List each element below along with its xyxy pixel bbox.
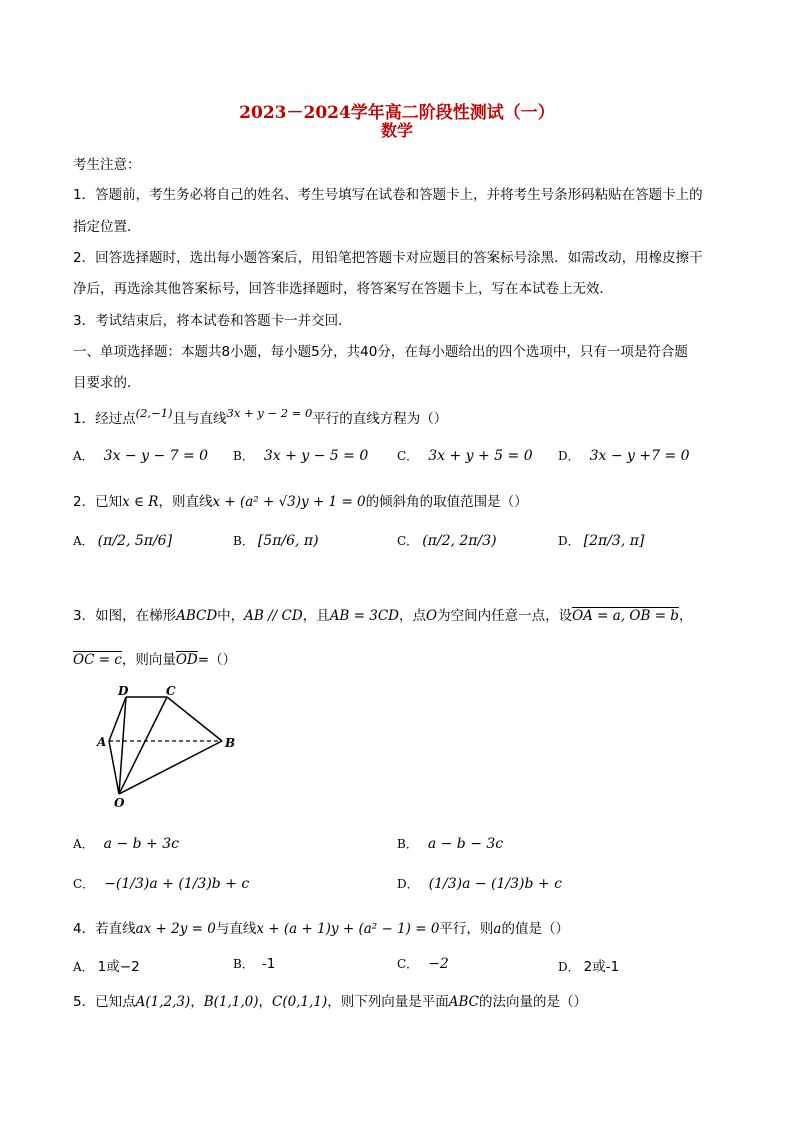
notice-item-2-cont: 净后，再选涂其他答案标号，回答非选择题时，将答案写在答题卡上，写在本试卷上无效．: [73, 281, 613, 297]
q3-text: ，点: [399, 608, 426, 624]
q2-cond: x ∈ R: [122, 494, 159, 510]
question-1: [73, 407, 447, 427]
question-3: [73, 604, 692, 624]
option-label: B．: [233, 534, 254, 548]
notice-item-1: 1．答题前，考生务必将自己的姓名、考生号填写在试卷和答题卡上，并将考生号条形码粘贴在答题卡上的: [73, 187, 703, 203]
label-b: B: [225, 736, 236, 750]
q4-text: 与直线: [215, 921, 257, 937]
option-label: C．: [397, 957, 419, 971]
subject-title: 数学: [380, 121, 413, 140]
q3-option-d[interactable]: [397, 875, 562, 892]
q5-text: ，: [258, 994, 273, 1010]
q5-text: ，则下列向量是平面: [327, 994, 449, 1010]
option-label: B．: [397, 837, 418, 851]
q4-text: 4．若直线: [73, 921, 136, 937]
exam-title: 2023－2024学年高二阶段性测试（一）: [239, 103, 555, 123]
q2-text: 2．已知: [73, 494, 123, 510]
option-value: [2π/3, π]: [583, 533, 645, 549]
notice-item-1-cont: 指定位置．: [73, 219, 141, 235]
q3-vectors: OA = a, OB = b: [572, 608, 679, 624]
q4-var: a: [493, 921, 502, 937]
q1-text: 平行的直线方程为（）: [312, 411, 448, 427]
q3-parallel: AB // CD: [244, 608, 303, 624]
section-heading-cont: 目要求的．: [73, 375, 141, 391]
q3-option-a[interactable]: [73, 835, 179, 852]
option-value: [5π/6, π): [257, 533, 319, 549]
q4-option-c[interactable]: [397, 955, 449, 972]
option-value: 3x − y − 7 = 0: [103, 448, 209, 464]
q2-option-a[interactable]: [73, 532, 172, 549]
q5-text: 5．已知点: [73, 994, 136, 1010]
notice-item-3: 3．考试结束后，将本试卷和答题卡一并交回．: [73, 313, 352, 329]
q1-line: 3x + y − 2 = 0: [226, 406, 313, 420]
notice-heading: 考生注意：: [73, 157, 141, 173]
q3-text: 为空间内任意一点，设: [437, 608, 573, 624]
option-value: a − b − 3c: [427, 836, 504, 852]
option-value: −(1/3)a + (1/3)b + c: [104, 876, 250, 892]
q5-point-a: A(1,2,3): [135, 994, 191, 1010]
q4-option-b[interactable]: [233, 955, 275, 972]
edge-cb: [167, 697, 222, 741]
q1-option-b[interactable]: [233, 447, 368, 464]
q5-text: 的法向量的是（）: [479, 994, 588, 1010]
q4-line-1: ax + 2y = 0: [135, 921, 216, 937]
option-label: C．: [397, 449, 419, 463]
question-5: [73, 990, 587, 1010]
q3-text: ，且: [302, 608, 330, 624]
section-heading: 一、单项选择题：本题共8小题，每小题5分，共40分，在每小题给出的四个选项中，只有一项是符合题: [73, 344, 688, 360]
option-label: A．: [73, 449, 94, 463]
q2-text: 的倾斜角的取值范围是（）: [365, 494, 528, 510]
q3-text: 中，: [217, 608, 245, 624]
q1-option-c[interactable]: [397, 447, 533, 464]
option-value: 2或-1: [583, 959, 620, 975]
question-2: [73, 490, 528, 510]
label-c: C: [166, 684, 176, 698]
option-value: −2: [428, 956, 449, 972]
q5-plane: ABC: [448, 994, 480, 1010]
q3-ratio: AB = 3CD: [329, 608, 399, 624]
q3-point-o: O: [426, 608, 438, 624]
q4-option-d[interactable]: [558, 955, 619, 975]
option-value: 1或−2: [97, 959, 140, 975]
q3-trap: ABCD: [176, 608, 218, 624]
q3-option-c[interactable]: [73, 875, 249, 892]
q1-option-d[interactable]: [558, 447, 690, 464]
option-value: (1/3)a − (1/3)b + c: [428, 876, 562, 892]
option-value: -1: [261, 956, 276, 972]
label-a: A: [97, 735, 107, 749]
option-value: (π/2, 2π/3): [422, 533, 497, 549]
q5-point-c: C(0,1,1): [272, 994, 328, 1010]
q4-text: 的值是（）: [501, 921, 569, 937]
option-label: A．: [73, 960, 94, 974]
option-value: 3x + y + 5 = 0: [428, 448, 533, 464]
q1-text: 且与直线: [172, 411, 227, 427]
option-value: 3x − y +7 = 0: [589, 448, 690, 464]
q4-text: 平行，则: [439, 921, 494, 937]
question-3-cont: [73, 648, 236, 668]
q1-text: 1．经过点: [73, 411, 136, 427]
option-label: A．: [73, 534, 94, 548]
label-o: O: [114, 796, 125, 810]
option-label: D．: [558, 960, 580, 974]
option-label: A．: [73, 837, 94, 851]
q5-text: ，: [190, 994, 204, 1010]
q2-line: x + (a² + √3)y + 1 = 0: [212, 494, 366, 510]
q3-text: ，则向量: [121, 652, 176, 668]
option-label: B．: [233, 957, 254, 971]
q3-text: =（）: [197, 652, 237, 668]
option-label: B．: [233, 449, 254, 463]
option-value: 3x + y − 5 = 0: [263, 448, 369, 464]
q2-option-d[interactable]: [558, 532, 644, 549]
option-label: C．: [73, 877, 95, 891]
q1-point: (2,−1): [135, 406, 173, 420]
question-4: [73, 917, 569, 937]
q4-option-a[interactable]: [73, 955, 140, 975]
q3-text: ，: [678, 608, 693, 624]
q1-option-a[interactable]: [73, 447, 208, 464]
edge-oc: [119, 697, 167, 794]
notice-item-2: 2．回答选择题时，选出每小题答案后，用铅笔把答题卡对应题目的答案标号涂黑．如需改动，用橡皮擦干: [73, 250, 703, 266]
q3-option-b[interactable]: [397, 835, 503, 852]
option-value: a − b + 3c: [103, 836, 179, 852]
q2-option-c[interactable]: [397, 532, 497, 549]
q3-text: 3．如图，在梯形: [73, 608, 177, 624]
trapezoid-figure: [92, 682, 242, 812]
label-d: D: [118, 684, 129, 698]
option-label: C．: [397, 534, 419, 548]
q4-line-2: x + (a + 1)y + (a² − 1) = 0: [256, 921, 440, 937]
option-label: D．: [558, 534, 580, 548]
q3-vector-c: OC = c: [73, 652, 122, 668]
q5-point-b: B(1,1,0): [203, 994, 259, 1010]
q2-option-b[interactable]: [233, 532, 319, 549]
q2-text: ，则直线: [158, 494, 213, 510]
edge-oa: [109, 741, 119, 794]
edge-ob: [119, 741, 222, 794]
q3-vector-d: $\overline{OD}$: [175, 652, 198, 668]
option-label: D．: [558, 449, 580, 463]
option-value: (π/2, 5π/6]: [97, 533, 173, 549]
option-label: D．: [397, 877, 419, 891]
